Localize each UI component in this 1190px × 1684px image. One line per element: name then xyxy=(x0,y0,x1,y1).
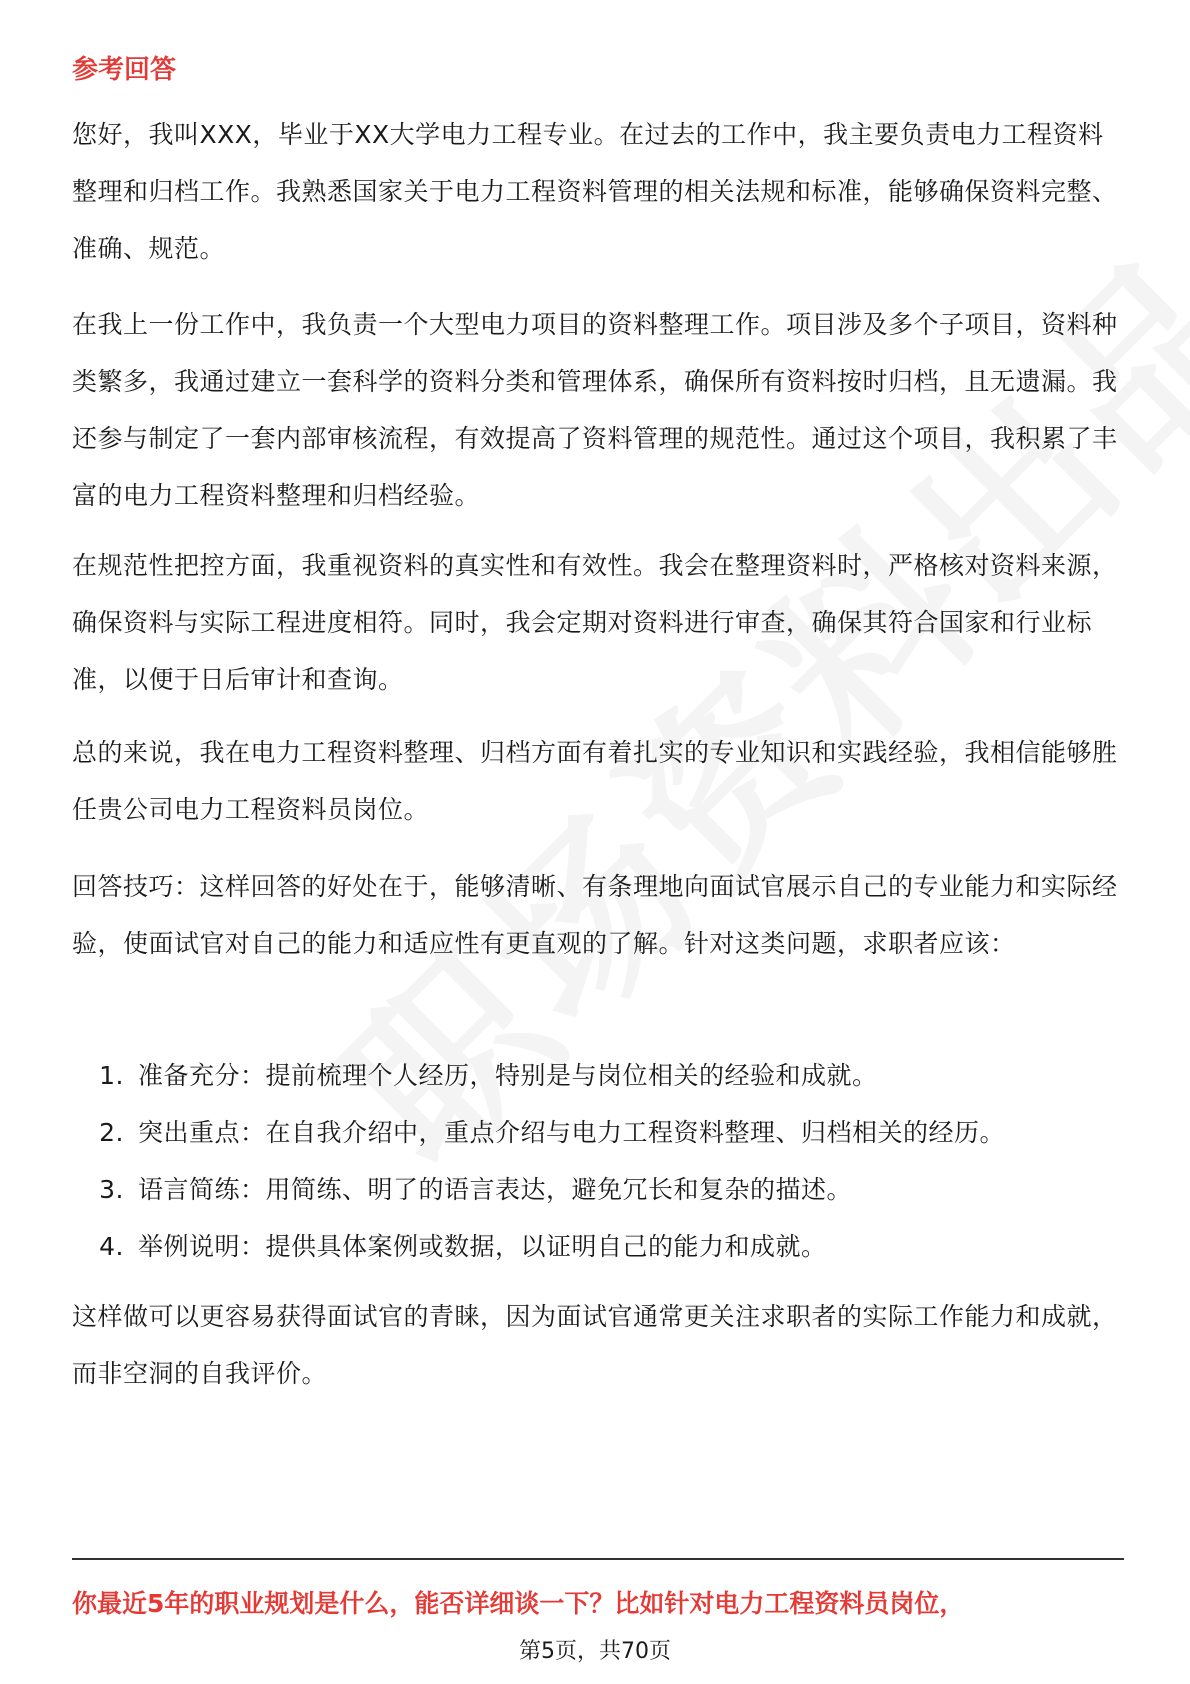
tips-intro-paragraph: 回答技巧：这样回答的好处在于，能够清晰、有条理地向面试官展示自己的专业能力和实际经验，使面试官对自己的能力和适应性有更直观的了解。针对这类问题，求职者应该： xyxy=(72,872,1118,958)
list-item-text: 举例说明：提供具体案例或数据，以证明自己的能力和成就。 xyxy=(138,1232,827,1261)
list-item-text: 突出重点：在自我介绍中，重点介绍与电力工程资料整理、归档相关的经历。 xyxy=(138,1118,1006,1147)
list-item xyxy=(72,1104,1122,1161)
list-item-text: 语言简练：用简练、明了的语言表达，避免冗长和复杂的描述。 xyxy=(138,1175,853,1204)
list-item-number: 2. xyxy=(99,1118,124,1147)
list-item-number: 3. xyxy=(99,1175,124,1204)
page-indicator: 第5页，共70页 xyxy=(519,1639,671,1664)
tips-list xyxy=(72,1047,1122,1275)
section-heading: 参考回答 xyxy=(72,55,177,85)
list-item xyxy=(72,1047,1122,1104)
section-divider xyxy=(72,1558,1124,1560)
answer-paragraph-intro: 您好，我叫XXX，毕业于XX大学电力工程专业。在过去的工作中，我主要负责电力工程资料整理和归档工作。我熟悉国家关于电力工程资料管理的相关法规和标准，能够确保资料完整、准确、规范。 xyxy=(72,120,1118,263)
list-item-number: 1. xyxy=(99,1061,124,1090)
list-item-text: 准备充分：提前梳理个人经历，特别是与岗位相关的经验和成就。 xyxy=(138,1061,878,1090)
list-item-number: 4. xyxy=(99,1232,124,1261)
list-item xyxy=(72,1218,1122,1275)
answer-paragraph-experience: 在我上一份工作中，我负责一个大型电力项目的资料整理工作。项目涉及多个子项目，资料种类繁多，我通过建立一套科学的资料分类和管理体系，确保所有资料按时归档，且无遗漏。我还参与制定了一套内部审核流程，有效提高了资料管理的规范性。通过这个项目，我积累了丰富的电力工程资料整理和归档经验。 xyxy=(72,310,1118,510)
answer-paragraph-standards: 在规范性把控方面，我重视资料的真实性和有效性。我会在整理资料时，严格核对资料来源，确保资料与实际工程进度相符。同时，我会定期对资料进行审查，确保其符合国家和行业标准，以便于日后审计和查询。 xyxy=(72,551,1118,694)
answer-paragraph-summary: 总的来说，我在电力工程资料整理、归档方面有着扎实的专业知识和实践经验，我相信能够胜任贵公司电力工程资料员岗位。 xyxy=(72,738,1118,824)
list-item xyxy=(72,1161,1122,1218)
closing-paragraph: 这样做可以更容易获得面试官的青睐，因为面试官通常更关注求职者的实际工作能力和成就，而非空洞的自我评价。 xyxy=(72,1302,1118,1388)
next-question: 你最近5年的职业规划是什么，能否详细谈一下？比如针对电力工程资料员岗位， xyxy=(72,1589,965,1618)
